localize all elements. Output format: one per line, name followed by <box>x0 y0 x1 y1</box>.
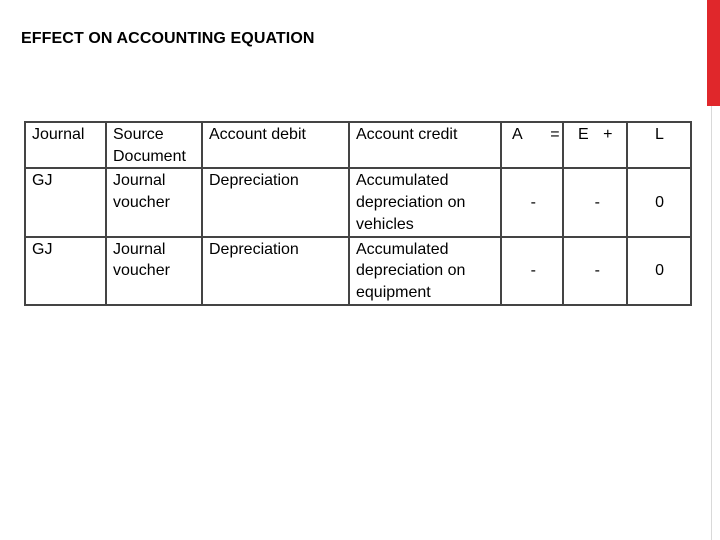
row-1-e-value: - <box>594 194 600 212</box>
row-2-l-value: 0 <box>655 262 664 280</box>
header-row <box>25 122 691 168</box>
header-assets <box>501 122 563 168</box>
header-account-debit: Account debit <box>202 122 349 168</box>
header-source-document <box>106 122 202 168</box>
row-2-source-line-2: voucher <box>113 262 170 280</box>
row-1-account-debit: Depreciation <box>202 168 349 236</box>
row-1-journal: GJ <box>25 168 106 236</box>
header-equals: = <box>550 126 560 143</box>
row-2-a <box>501 237 563 305</box>
header-equity <box>563 122 627 168</box>
row-2-source-line-1: Journal <box>113 240 166 258</box>
slide-title: EFFECT ON ACCOUNTING EQUATION <box>21 30 315 47</box>
header-source-line-2: Document <box>113 147 186 165</box>
row-2-a-value: - <box>530 262 536 280</box>
row-2-account-debit: Depreciation <box>202 237 349 305</box>
table-row <box>25 168 691 236</box>
row-1-credit-line-1: Accumulated <box>356 172 449 190</box>
row-1-l-value: 0 <box>655 194 664 212</box>
table-row <box>25 237 691 305</box>
header-account-credit: Account credit <box>349 122 501 168</box>
header-plus: + <box>603 126 613 143</box>
row-2-journal: GJ <box>25 237 106 305</box>
row-1-e <box>563 168 627 236</box>
header-journal: Journal <box>25 122 106 168</box>
row-1-l <box>627 168 691 236</box>
row-2-credit-line-3: equipment <box>356 283 431 301</box>
row-1-account-credit <box>349 168 501 236</box>
row-2-account-credit <box>349 237 501 305</box>
row-2-l <box>627 237 691 305</box>
row-2-source-document <box>106 237 202 305</box>
row-2-e <box>563 237 627 305</box>
row-1-a-value: - <box>530 194 536 212</box>
accounting-equation-table <box>24 121 692 306</box>
row-2-credit-line-2: depreciation on <box>356 262 466 280</box>
header-source-line-1: Source <box>113 126 164 143</box>
row-1-credit-line-2: depreciation on <box>356 194 466 212</box>
row-1-a <box>501 168 563 236</box>
header-e: E <box>578 126 589 143</box>
row-2-credit-line-1: Accumulated <box>356 240 449 258</box>
row-1-credit-line-3: vehicles <box>356 215 414 233</box>
row-1-source-document <box>106 168 202 236</box>
row-1-source-line-2: voucher <box>113 194 170 212</box>
header-a: A <box>512 126 522 143</box>
accent-bar <box>707 0 720 106</box>
row-1-source-line-1: Journal <box>113 172 166 190</box>
accent-divider <box>711 106 712 540</box>
row-2-e-value: - <box>594 262 600 280</box>
header-liabilities: L <box>627 122 691 168</box>
